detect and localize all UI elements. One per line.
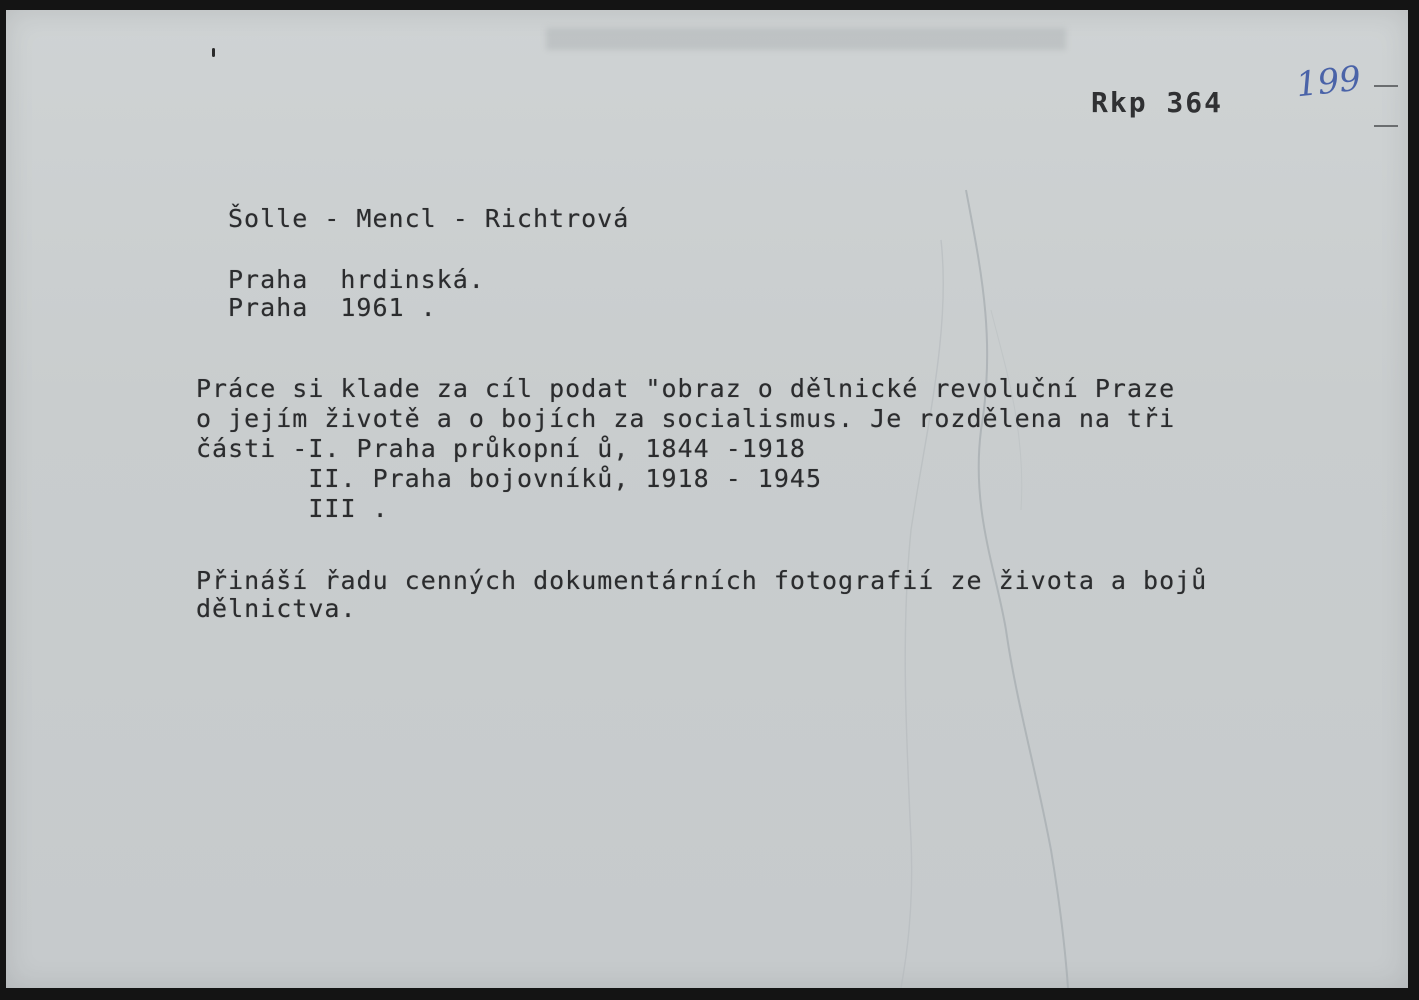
title-line: Praha hrdinská. bbox=[228, 265, 485, 294]
paper-shadow-band bbox=[546, 28, 1066, 50]
edge-tick bbox=[1374, 85, 1398, 87]
paragraph-line: Práce si klade za cíl podat "obraz o dělnické revoluční Praze bbox=[196, 374, 1176, 403]
paragraph-line: III . bbox=[196, 494, 389, 523]
archive-reference: Rkp 364 bbox=[1091, 86, 1224, 119]
paragraph-line: dělnictva. bbox=[196, 594, 357, 623]
ink-dot bbox=[212, 48, 215, 57]
index-card bbox=[6, 10, 1408, 988]
handwritten-number: 199 bbox=[1294, 58, 1363, 106]
paragraph-line: II. Praha bojovníků, 1918 - 1945 bbox=[196, 464, 822, 493]
edge-tick bbox=[1374, 125, 1398, 127]
paragraph-line: Přináší řadu cenných dokumentárních fotografií ze života a bojů bbox=[196, 566, 1208, 595]
authors-line: Šolle - Mencl - Richtrová bbox=[228, 204, 630, 233]
paragraph-line: o jejím životě a o bojích za socialismus. Je rozdělena na tři bbox=[196, 404, 1176, 433]
paragraph-line: části -I. Praha průkopní ů, 1844 -1918 bbox=[196, 434, 806, 463]
place-year-line: Praha 1961 . bbox=[228, 293, 437, 322]
